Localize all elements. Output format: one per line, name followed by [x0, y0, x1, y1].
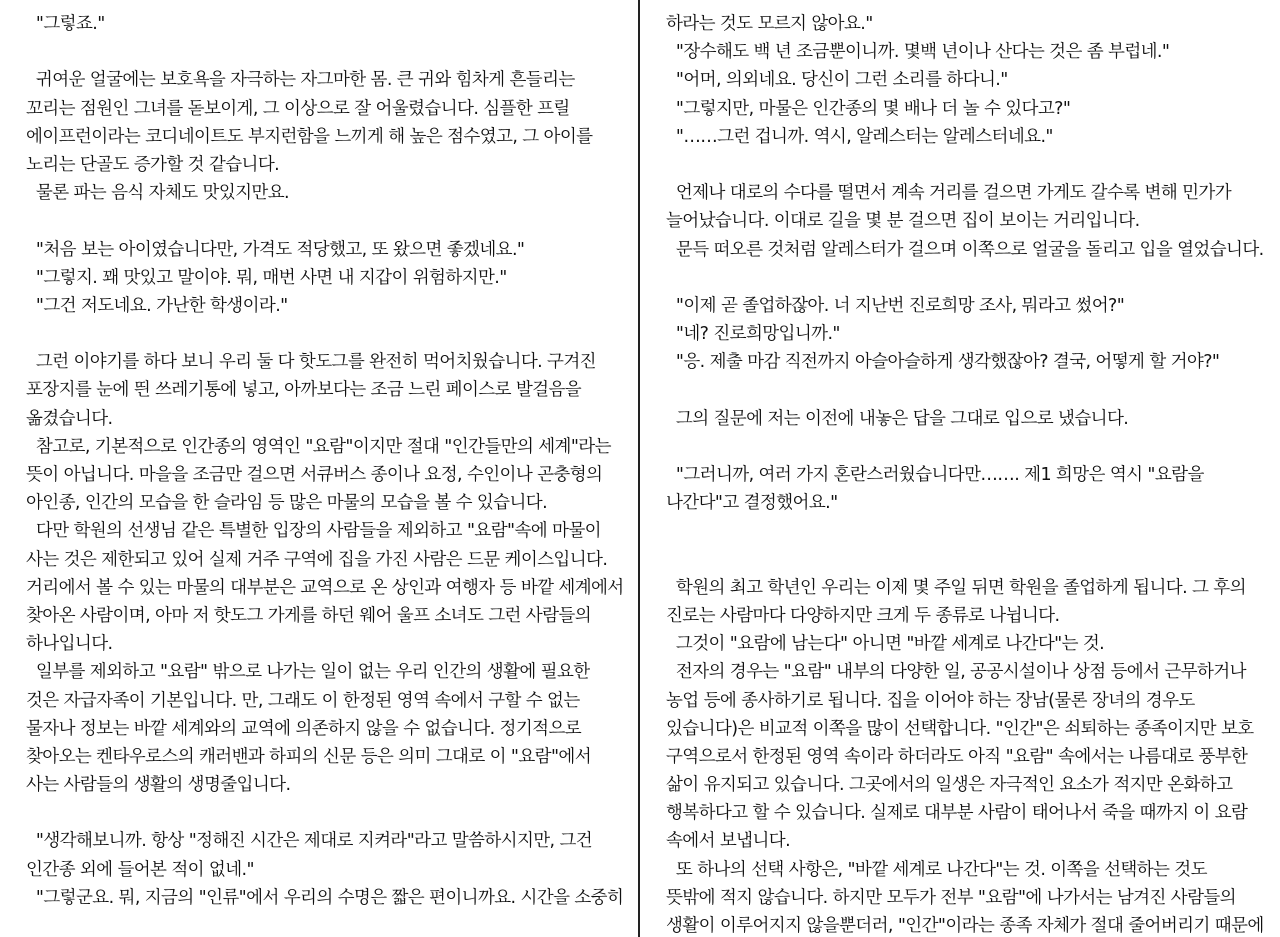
- text-line: 늘어났습니다. 이대로 길을 몇 분 걸으면 집이 보이는 거리입니다.: [666, 211, 1140, 232]
- text-line: 포장지를 눈에 띈 쓰레기통에 넣고, 아까보다는 조금 느린 페이스로 발걸음을: [26, 380, 582, 401]
- text-line: 또 하나의 선택 사항은, "바깥 세계로 나간다"는 것. 이쪽을 선택하는 것도: [666, 859, 1207, 880]
- text-line: "그렇지만, 마물은 인간종의 몇 배나 더 놀 수 있다고?": [666, 98, 1071, 119]
- page-divider: [638, 0, 640, 937]
- text-line: 속에서 보냅니다.: [666, 831, 791, 852]
- text-line: "어머, 의외네요. 당신이 그런 소리를 하다니.": [666, 70, 1008, 91]
- text-line: "이제 곧 졸업하잖아. 너 지난번 진로희망 조사, 뭐라고 썼어?": [666, 295, 1125, 316]
- text-line: 참고로, 기본적으로 인간종의 영역인 "요람"이지만 절대 "인간들만의 세계"라는: [26, 436, 611, 457]
- text-line: 아인종, 인간의 모습을 한 슬라임 등 많은 마물의 모습을 볼 수 있습니다.: [26, 493, 548, 514]
- text-line: "처음 보는 아이였습니다만, 가격도 적당했고, 또 왔으면 좋겠네요.": [26, 239, 525, 260]
- text-line: 다만 학원의 선생님 같은 특별한 입장의 사람들을 제외하고 "요람"속에 마물이: [26, 521, 601, 542]
- blank-line: [26, 799, 624, 827]
- text-line: "그렇군요. 뭐, 지금의 "인류"에서 우리의 수명은 짧은 편이니까요. 시간을 소중히: [26, 887, 624, 908]
- blank-line: [666, 151, 1264, 179]
- text-line: "생각해보니까. 항상 "정해진 시간은 제대로 지켜라"라고 말씀하시지만, 그건: [26, 831, 593, 852]
- text-line: 농업 등에 종사하기로 됩니다. 집을 이어야 하는 장남(물론 장녀의 경우도: [666, 690, 1195, 711]
- text-line: "그건 저도네요. 가난한 학생이라.": [26, 295, 288, 316]
- text-line: 그의 질문에 저는 이전에 내놓은 답을 그대로 입으로 냈습니다.: [666, 408, 1129, 429]
- text-line: 하라는 것도 모르지 않아요.": [666, 14, 873, 34]
- text-line: 행복하다고 할 수 있습니다. 실제로 대부분 사람이 태어나서 죽을 때까지 이 요람: [666, 803, 1248, 824]
- blank-line: [666, 264, 1264, 292]
- text-line: 거리에서 볼 수 있는 마물의 대부분은 교역으로 온 상인과 여행자 등 바깥 세계에서: [26, 577, 624, 598]
- blank-line: [666, 433, 1264, 461]
- text-line: 학원의 최고 학년인 우리는 이제 몇 주일 뒤면 학원을 졸업하게 됩니다. 그 후의: [666, 577, 1246, 598]
- text-line: 그것이 "요람에 남는다" 아니면 "바깥 세계로 나간다"는 것.: [666, 634, 1105, 655]
- text-line: 언제나 대로의 수다를 떨면서 계속 거리를 걸으면 가게도 갈수록 변해 민가가: [666, 183, 1232, 204]
- text-line: 전자의 경우는 "요람" 내부의 다양한 일, 공공시설이나 상점 등에서 근무하거나: [666, 662, 1246, 683]
- blank-line: [26, 38, 624, 66]
- text-line: 진로는 사람마다 다양하지만 크게 두 종류로 나뉩니다.: [666, 605, 1060, 626]
- text-line: "그렇죠.": [26, 14, 105, 34]
- text-line: 물자나 정보는 바깥 세계와의 교역에 의존하지 않을 수 없습니다. 정기적으로: [26, 718, 582, 739]
- blank-line: [666, 517, 1264, 545]
- text-line: 물론 파는 음식 자체도 맛있지만요.: [26, 183, 290, 204]
- blank-line: [666, 376, 1264, 404]
- text-line: 옮겼습니다.: [26, 408, 113, 429]
- left-page: [0, 0, 636, 937]
- text-line: 인간종 외에 들어본 적이 없네.": [26, 859, 254, 880]
- text-line: 생활이 이루어지지 않을뿐더러, "인간"이라는 종족 자체가 절대 줄어버리기 때문에: [666, 916, 1264, 936]
- text-line: 사는 사람들의 생활의 생명줄입니다.: [26, 775, 291, 796]
- text-line: 있습니다)은 비교적 이쪽을 많이 선택합니다. "인간"은 쇠퇴하는 종족이지만 보호: [666, 718, 1254, 739]
- text-line: 삶이 유지되고 있습니다. 그곳에서의 일생은 자극적인 요소가 적지만 온화하고: [666, 775, 1233, 796]
- blank-line: [26, 207, 624, 235]
- text-line: 꼬리는 점원인 그녀를 돋보이게, 그 이상으로 잘 어울렸습니다. 심플한 프릴: [26, 98, 570, 119]
- text-line: 뜻밖에 적지 않습니다. 하지만 모두가 전부 "요람"에 나가서는 남겨진 사람들의: [666, 887, 1236, 908]
- text-line: "……그런 겁니까. 역시, 알레스터는 알레스터네요.": [666, 126, 1053, 147]
- text-line: 것은 자급자족이 기본입니다. 만, 그래도 이 한정된 영역 속에서 구할 수 없는: [26, 690, 580, 711]
- text-line: "장수해도 백 년 조금뿐이니까. 몇백 년이나 산다는 것은 좀 부럽네.": [666, 42, 1170, 63]
- left-page-text: [26, 10, 624, 912]
- text-line: 구역으로서 한정된 영역 속이라 하더라도 아직 "요람" 속에서는 나름대로 풍부한: [666, 746, 1248, 767]
- text-line: 하나입니다.: [26, 634, 113, 655]
- text-line: 문득 떠오른 것처럼 알레스터가 걸으며 이쪽으로 얼굴을 돌리고 입을 열었습니다.: [666, 239, 1264, 260]
- text-line: 찾아온 사람이며, 아마 저 핫도그 가게를 하던 웨어 울프 소녀도 그런 사람들의: [26, 605, 592, 626]
- text-line: 노리는 단골도 증가할 것 같습니다.: [26, 154, 280, 175]
- text-line: 그런 이야기를 하다 보니 우리 둘 다 핫도그를 완전히 먹어치웠습니다. 구겨진: [26, 352, 596, 373]
- blank-line: [666, 546, 1264, 574]
- text-line: "응. 제출 마감 직전까지 아슬아슬하게 생각했잖아? 결국, 어떻게 할 거야?": [666, 352, 1220, 373]
- text-line: "그러니까, 여러 가지 혼란스러웠습니다만……. 제1 희망은 역시 "요람을: [666, 465, 1204, 485]
- text-line: 찾아오는 켄타우로스의 캐러밴과 하피의 신문 등은 의미 그대로 이 "요람"에서: [26, 746, 592, 767]
- text-line: 사는 것은 제한되고 있어 실제 거주 구역에 집을 가진 사람은 드문 케이스입니다.: [26, 549, 608, 570]
- text-line: 일부를 제외하고 "요람" 밖으로 나가는 일이 없는 우리 인간의 생활에 필요한: [26, 662, 590, 683]
- right-page: [642, 0, 1280, 937]
- text-line: 나간다"고 결정했어요.": [666, 493, 838, 514]
- text-line: 뜻이 아닙니다. 마을을 조금만 걸으면 서큐버스 종이나 요정, 수인이나 곤충형의: [26, 465, 603, 485]
- text-line: "네? 진로희망입니까.": [666, 324, 840, 345]
- blank-line: [26, 320, 624, 348]
- text-line: "그렇지. 꽤 맛있고 말이야. 뭐, 매번 사면 내 지갑이 위험하지만.": [26, 267, 507, 288]
- text-line: 에이프런이라는 코디네이트도 부지런함을 느끼게 해 높은 점수였고, 그 아이를: [26, 126, 593, 147]
- text-line: 귀여운 얼굴에는 보호욕을 자극하는 자그마한 몸. 큰 귀와 힘차게 흔들리는: [26, 70, 575, 91]
- right-page-text: [666, 10, 1264, 937]
